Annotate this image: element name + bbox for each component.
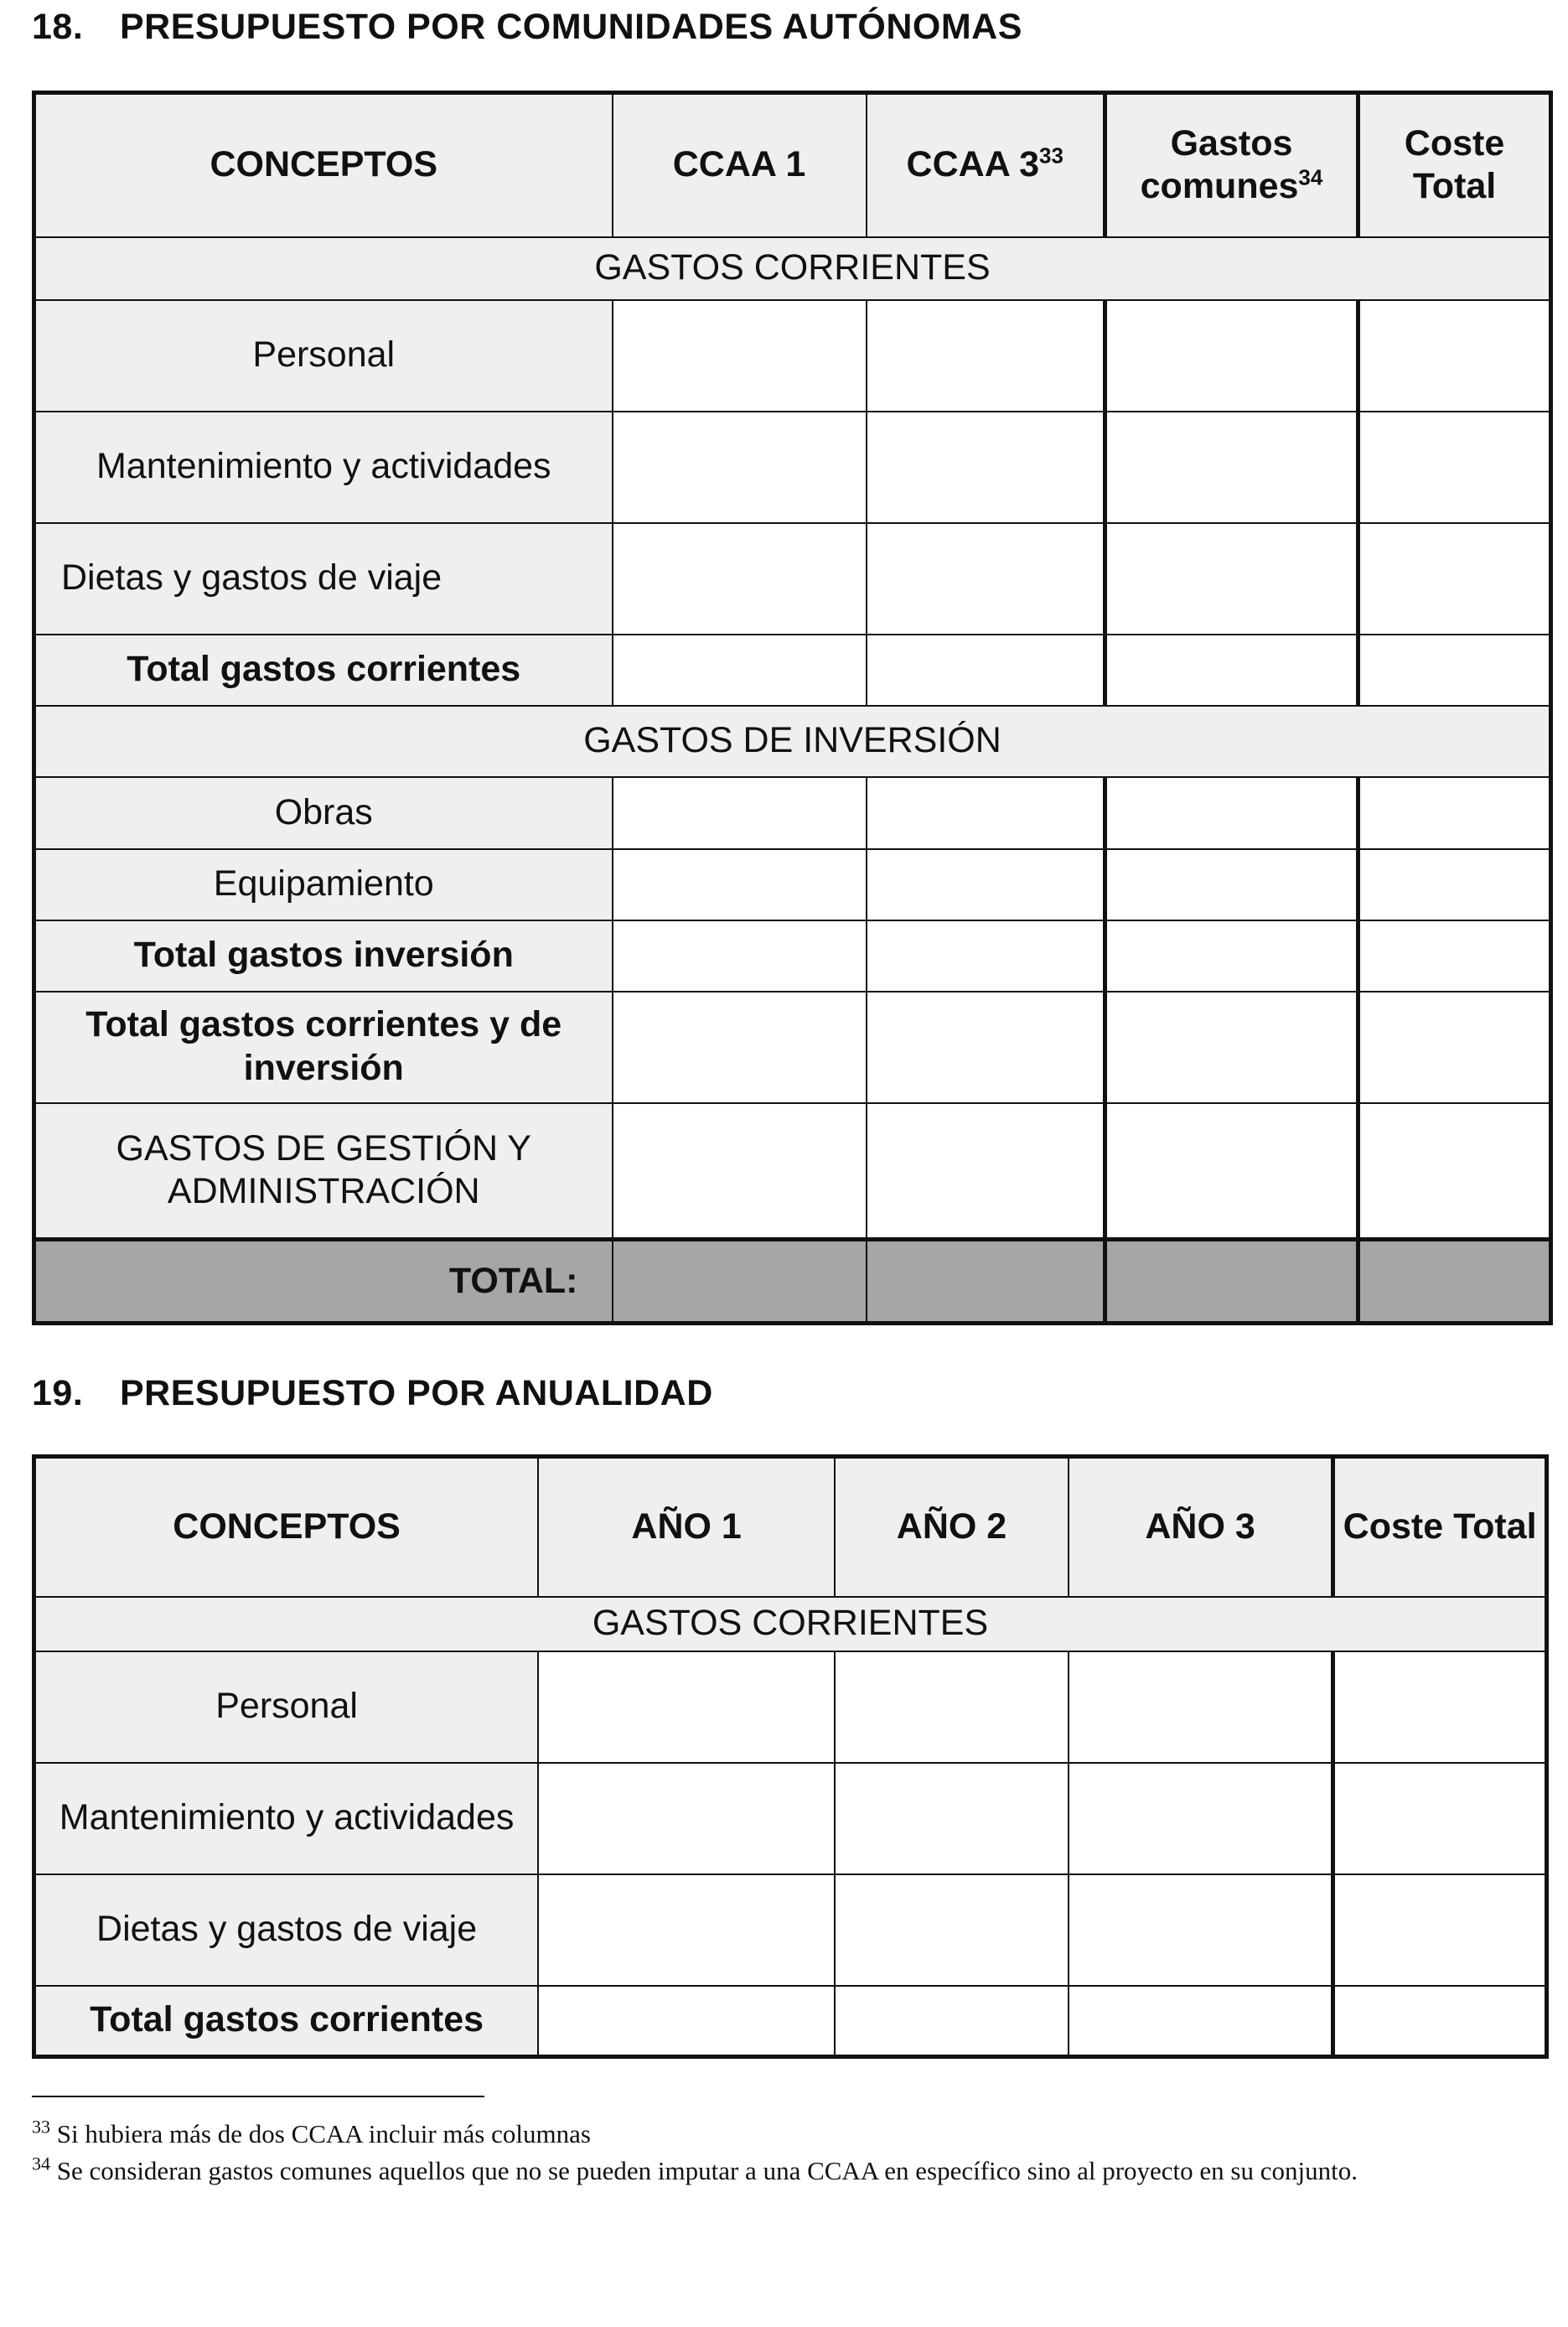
header-common-expenses-label: Gastos comunes — [1140, 122, 1299, 207]
row-label-personal: Personal — [34, 1651, 539, 1763]
table-row — [34, 412, 1551, 523]
table-row — [34, 1763, 1547, 1874]
table-row — [34, 523, 1551, 635]
cell-input[interactable] — [538, 1763, 835, 1874]
cell-input[interactable] — [1333, 1874, 1547, 1986]
cell-input[interactable] — [835, 1651, 1069, 1763]
cell-input[interactable] — [1105, 992, 1358, 1103]
section-current-expenses: GASTOS CORRIENTES — [34, 237, 1551, 300]
header-concepts: CONCEPTOS — [34, 93, 613, 237]
row-label-management: GASTOS DE GESTIÓN Y ADMINISTRACIÓN — [34, 1103, 613, 1240]
cell-input[interactable] — [1105, 849, 1358, 920]
table-row — [34, 1651, 1547, 1763]
row-label-travel: Dietas y gastos de viaje — [34, 1874, 539, 1986]
table-row — [34, 635, 1551, 706]
cell-input[interactable] — [613, 523, 867, 635]
cell-input[interactable] — [1105, 523, 1358, 635]
row-label-total-investment: Total gastos inversión — [34, 920, 613, 992]
row-label-total-current: Total gastos corrientes — [34, 635, 613, 706]
header-ccaa-3 — [867, 93, 1105, 237]
header-ccaa-1: CCAA 1 — [613, 93, 867, 237]
cell-input[interactable] — [1333, 1651, 1547, 1763]
cell-input[interactable] — [1358, 1240, 1551, 1324]
cell-input[interactable] — [867, 1103, 1105, 1240]
cell-input[interactable] — [867, 1240, 1105, 1324]
table-row — [34, 777, 1551, 849]
section-19-heading — [32, 1373, 713, 1414]
section-18-heading — [32, 7, 1022, 48]
cell-input[interactable] — [1105, 412, 1358, 523]
cell-input[interactable] — [867, 992, 1105, 1103]
cell-input[interactable] — [613, 1103, 867, 1240]
cell-input[interactable] — [835, 1763, 1069, 1874]
header-total-cost: Coste Total — [1333, 1457, 1547, 1597]
cell-input[interactable] — [1105, 635, 1358, 706]
row-label-travel: Dietas y gastos de viaje — [34, 523, 613, 635]
cell-input[interactable] — [613, 920, 867, 992]
cell-input[interactable] — [1105, 920, 1358, 992]
row-label-maintenance: Mantenimiento y actividades — [34, 1763, 539, 1874]
section-number: 18. — [32, 7, 84, 47]
cell-input[interactable] — [613, 1240, 867, 1324]
cell-input[interactable] — [1333, 1763, 1547, 1874]
table-row — [34, 1103, 1551, 1240]
cell-input[interactable] — [1358, 920, 1551, 992]
row-label-works: Obras — [34, 777, 613, 849]
cell-input[interactable] — [1358, 635, 1551, 706]
cell-input[interactable] — [1358, 849, 1551, 920]
cell-input[interactable] — [538, 1874, 835, 1986]
row-label-total-current-investment: Total gastos corrientes y de inversión — [34, 992, 613, 1103]
table-row — [34, 1986, 1547, 2057]
cell-input[interactable] — [835, 1986, 1069, 2057]
cell-input[interactable] — [1358, 1103, 1551, 1240]
cell-input[interactable] — [1105, 300, 1358, 412]
table-row-total — [34, 1240, 1551, 1324]
section-title: PRESUPUESTO POR ANUALIDAD — [120, 1373, 713, 1413]
header-total-cost: Coste Total — [1358, 93, 1551, 237]
cell-input[interactable] — [1358, 992, 1551, 1103]
row-label-maintenance: Mantenimiento y actividades — [34, 412, 613, 523]
table-row — [34, 920, 1551, 992]
cell-input[interactable] — [538, 1986, 835, 2057]
cell-input[interactable] — [1105, 1103, 1358, 1240]
table-row — [34, 300, 1551, 412]
cell-input[interactable] — [1069, 1651, 1333, 1763]
cell-input[interactable] — [613, 412, 867, 523]
cell-input[interactable] — [613, 992, 867, 1103]
cell-input[interactable] — [1333, 1986, 1547, 2057]
header-year-1: AÑO 1 — [538, 1457, 835, 1597]
row-label-total-current: Total gastos corrientes — [34, 1986, 539, 2057]
cell-input[interactable] — [867, 300, 1105, 412]
cell-input[interactable] — [1069, 1986, 1333, 2057]
cell-input[interactable] — [1358, 300, 1551, 412]
footnote-text: Se consideran gastos comunes aquellos que no se pueden imputar a una CCAA en específico sino al proyecto en su conjunto. — [56, 2156, 1358, 2185]
cell-input[interactable] — [1105, 777, 1358, 849]
footnote-ref-33: 33 — [1039, 143, 1063, 169]
section-investment-expenses: GASTOS DE INVERSIÓN — [34, 706, 1551, 777]
footnote-mark: 33 — [32, 2116, 50, 2138]
table-row — [34, 849, 1551, 920]
cell-input[interactable] — [867, 849, 1105, 920]
cell-input[interactable] — [867, 635, 1105, 706]
budget-by-year-table — [32, 1454, 1549, 2059]
footnote-33 — [32, 2116, 591, 2149]
cell-input[interactable] — [867, 523, 1105, 635]
cell-input[interactable] — [1358, 777, 1551, 849]
cell-input[interactable] — [1358, 523, 1551, 635]
cell-input[interactable] — [613, 777, 867, 849]
cell-input[interactable] — [1105, 1240, 1358, 1324]
section-current-expenses: GASTOS CORRIENTES — [34, 1597, 1547, 1651]
table-row — [34, 992, 1551, 1103]
footnote-separator — [32, 2096, 484, 2097]
row-label-personal: Personal — [34, 300, 613, 412]
cell-input[interactable] — [867, 920, 1105, 992]
footnote-mark: 34 — [32, 2153, 50, 2174]
section-number: 19. — [32, 1373, 84, 1413]
row-label-equipment: Equipamiento — [34, 849, 613, 920]
cell-input[interactable] — [867, 412, 1105, 523]
cell-input[interactable] — [1069, 1763, 1333, 1874]
header-ccaa-3-label: CCAA 3 — [906, 144, 1040, 185]
footnote-ref-34: 34 — [1298, 164, 1323, 190]
footnote-34 — [32, 2153, 1358, 2186]
header-year-3: AÑO 3 — [1069, 1457, 1333, 1597]
header-year-2: AÑO 2 — [835, 1457, 1069, 1597]
table-row — [34, 1874, 1547, 1986]
cell-input[interactable] — [1358, 412, 1551, 523]
section-title: PRESUPUESTO POR COMUNIDADES AUTÓNOMAS — [120, 7, 1022, 47]
cell-input[interactable] — [613, 635, 867, 706]
footnote-text: Si hubiera más de dos CCAA incluir más columnas — [56, 2119, 591, 2148]
cell-input[interactable] — [867, 777, 1105, 849]
cell-input[interactable] — [613, 300, 867, 412]
header-concepts: CONCEPTOS — [34, 1457, 539, 1597]
budget-by-region-table — [32, 91, 1553, 1325]
header-common-expenses — [1105, 93, 1358, 237]
cell-input[interactable] — [835, 1874, 1069, 1986]
cell-input[interactable] — [613, 849, 867, 920]
cell-input[interactable] — [1069, 1874, 1333, 1986]
cell-input[interactable] — [538, 1651, 835, 1763]
row-label-total: TOTAL: — [34, 1240, 613, 1324]
